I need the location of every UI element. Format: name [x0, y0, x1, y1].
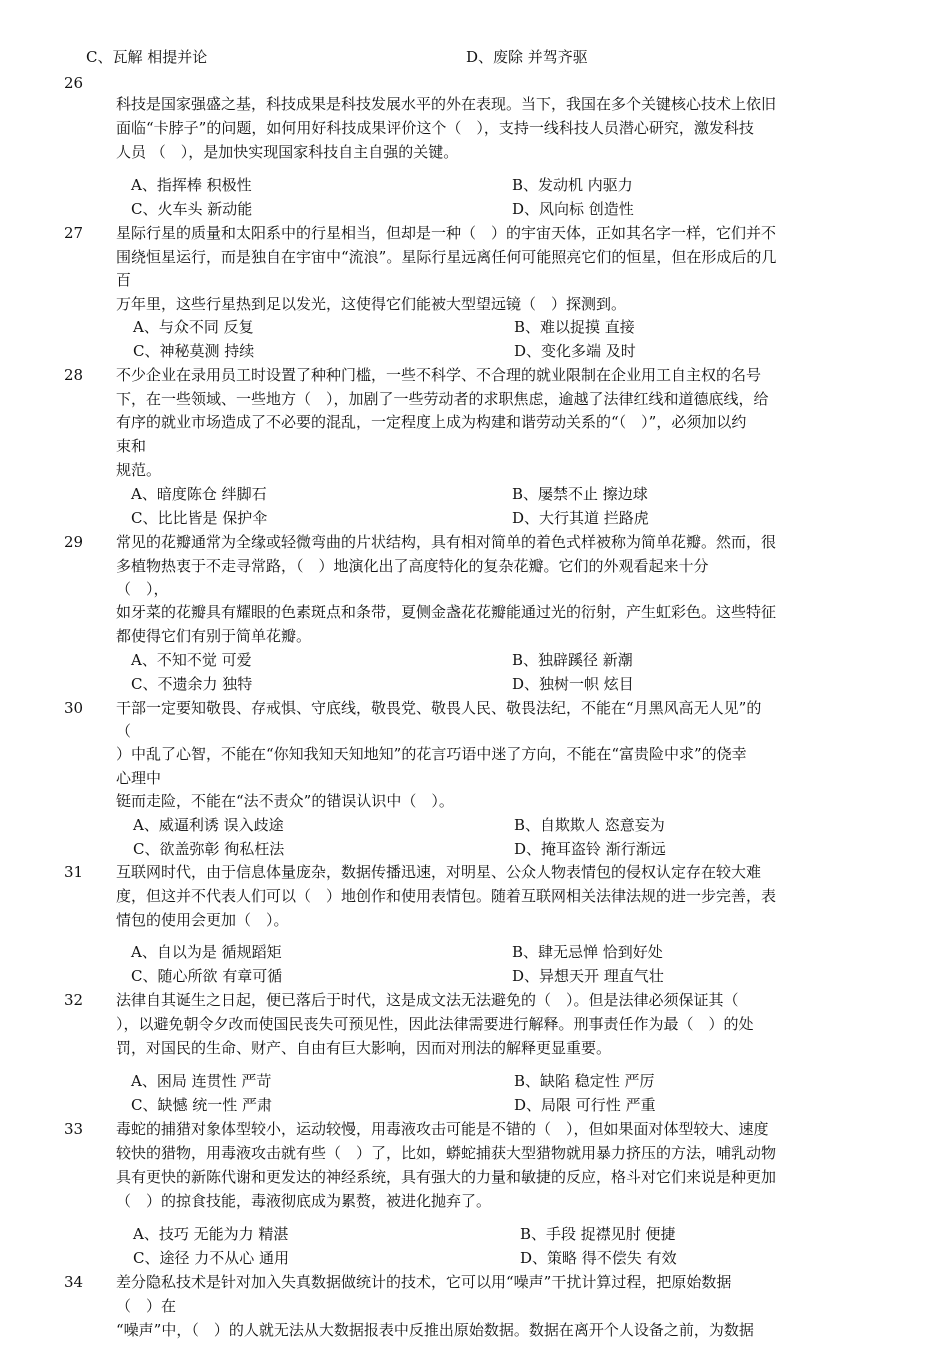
q30-number: 30	[64, 699, 84, 717]
q30-option-c: C、欲盖弥彰 徇私枉法	[133, 840, 285, 858]
q26-option-d: D、风向标 创造性	[512, 200, 634, 218]
q27-line: 百	[116, 271, 132, 289]
q26-option-b: B、发动机 内驱力	[512, 176, 633, 194]
q27-line: 万年里，这些行星热到足以发光，这使得它们能被大型望远镜（ ）探测到。	[116, 295, 627, 313]
q31-option-d: D、异想天开 理直气壮	[512, 967, 664, 985]
q29-number: 29	[64, 533, 84, 551]
q29-line: 都使得它们有别于简单花瓣。	[116, 627, 312, 645]
q29-line: （ ），	[116, 580, 169, 598]
q30-line: （	[116, 722, 132, 740]
q30-line: 铤而走险，不能在“法不责众”的错误认识中（ ）。	[116, 792, 454, 810]
q34-line: 差分隐私技术是针对加入失真数据做统计的技术，它可以用“噪声”干扰计算过程，把原始数据	[116, 1273, 732, 1291]
q25-option-c: C、瓦解 相提并论	[86, 48, 208, 66]
q28-line: 下，在一些领域、一些地方（ ），加剧了一些劳动者的求职焦虑，逾越了法律红线和道德底线，给	[116, 390, 769, 408]
q28-option-b: B、屡禁不止 擦边球	[512, 485, 648, 503]
q31-option-b: B、肆无忌惮 恰到好处	[512, 943, 663, 961]
q33-line: （ ）的掠食技能，毒液彻底成为累赘，被进化抛弃了。	[116, 1192, 492, 1210]
q32-option-b: B、缺陷 稳定性 严厉	[514, 1072, 655, 1090]
q27-option-b: B、难以捉摸 直接	[514, 318, 635, 336]
q27-option-d: D、变化多端 及时	[514, 342, 636, 360]
q29-option-b: B、独辟蹊径 新潮	[512, 651, 633, 669]
q27-option-a: A、与众不同 反复	[133, 318, 254, 336]
q30-line: 心理中	[116, 769, 162, 787]
q29-option-c: C、不遗余力 独特	[131, 675, 253, 693]
q33-line: 具有更快的新陈代谢和更发达的神经系统，具有强大的力量和敏捷的反应，格斗对它们来说是种更加	[116, 1168, 777, 1186]
q26-number: 26	[64, 74, 84, 92]
q32-option-a: A、困局 连贯性 严苛	[131, 1072, 272, 1090]
q32-line: ），以避免朝令夕改而使国民丧失可预见性，因此法律需要进行解释。刑事责任作为最（ ）的处	[116, 1015, 754, 1033]
q26-line: 人员 （ ），是加快实现国家科技自主自强的关键。	[116, 143, 459, 161]
q25-option-d: D、废除 并驾齐驱	[466, 48, 588, 66]
q31-line: 互联网时代，由于信息体量庞杂，数据传播迅速，对明星、公众人物表情包的侵权认定存在较大难	[116, 863, 762, 881]
q32-number: 32	[64, 991, 84, 1009]
q34-number: 34	[64, 1273, 84, 1291]
q32-option-d: D、局限 可行性 严重	[514, 1096, 656, 1114]
q28-line: 规范。	[116, 461, 162, 479]
q28-option-a: A、暗度陈仓 绊脚石	[131, 485, 267, 503]
q29-line: 常见的花瓣通常为全缘或轻微弯曲的片状结构，具有相对简单的着色式样被称为简单花瓣。然而，很	[116, 533, 777, 551]
q26-option-a: A、指挥棒 积极性	[131, 176, 252, 194]
q31-option-a: A、自以为是 循规蹈矩	[131, 943, 282, 961]
q26-line: 面临“卡脖子”的问题，如何用好科技成果评价这个（ ），支持一线科技人员潜心研究，激发科技	[116, 119, 754, 137]
q29-line: 如牙菜的花瓣具有耀眼的色素斑点和条带，夏侧金盏花花瓣能通过光的衍射，产生虹彩色。这些特征	[116, 603, 777, 621]
q33-option-c: C、途径 力不从心 通用	[133, 1249, 290, 1267]
q34-line: “噪声”中，（ ）的人就无法从大数据报表中反推出原始数据。数据在离开个人设备之前，为数据	[116, 1321, 754, 1339]
q33-line: 毒蛇的捕猎对象体型较小，运动较慢，用毒液攻击可能是不错的（ ），但如果面对体型较大、速度	[116, 1120, 769, 1138]
q30-option-a: A、威逼利诱 误入歧途	[133, 816, 284, 834]
q28-number: 28	[64, 366, 84, 384]
q33-option-d: D、策略 得不偿失 有效	[520, 1249, 677, 1267]
q30-line: ）中乱了心智，不能在“你知我知天知地知”的花言巧语中迷了方向，不能在“富贵险中求”的侥幸	[116, 745, 747, 763]
q30-option-d: D、掩耳盗铃 渐行渐远	[514, 840, 666, 858]
q34-line: （ ）在	[116, 1297, 177, 1315]
q26-option-c: C、火车头 新动能	[131, 200, 253, 218]
q33-line: 较快的猎物，用毒液攻击就有些（ ）了，比如，蟒蛇捕获大型猎物就用暴力挤压的方法，哺乳动物	[116, 1144, 777, 1162]
q29-option-d: D、独树一帜 炫目	[512, 675, 634, 693]
q31-number: 31	[64, 863, 84, 881]
q31-line: 情包的使用会更加（ ）。	[116, 911, 289, 929]
q33-option-a: A、技巧 无能为力 精湛	[133, 1225, 289, 1243]
q32-line: 罚，对国民的生命、财产、自由有巨大影响，因而对刑法的解释更显重要。	[116, 1039, 612, 1057]
q33-option-b: B、手段 捉襟见肘 便捷	[520, 1225, 676, 1243]
q27-line: 星际行星的质量和太阳系中的行星相当，但却是一种（ ）的宇宙天体，正如其名字一样，它们并不	[116, 224, 777, 242]
q28-option-c: C、比比皆是 保护伞	[131, 509, 268, 527]
q27-number: 27	[64, 224, 84, 242]
q31-line: 度，但这并不代表人们可以（ ）地创作和使用表情包。随着互联网相关法律法规的进一步完善，表	[116, 887, 777, 905]
q28-line: 束和	[116, 437, 147, 455]
q27-line: 围绕恒星运行，而是独自在宇宙中“流浪”。星际行星远离任何可能照亮它们的恒星，但在形成后的几	[116, 248, 777, 266]
q28-option-d: D、大行其道 拦路虎	[512, 509, 649, 527]
q29-option-a: A、不知不觉 可爱	[131, 651, 252, 669]
q32-option-c: C、缺憾 统一性 严肃	[131, 1096, 273, 1114]
q28-line: 不少企业在录用员工时设置了种种门槛，一些不科学、不合理的就业限制在企业用工自主权的名号	[116, 366, 762, 384]
q33-number: 33	[64, 1120, 84, 1138]
q29-line: 多植物热衷于不走寻常路，（ ）地演化出了高度特化的复杂花瓣。它们的外观看起来十分	[116, 557, 709, 575]
q31-option-c: C、随心所欲 有章可循	[131, 967, 283, 985]
q30-option-b: B、自欺欺人 恣意妄为	[514, 816, 665, 834]
q30-line: 干部一定要知敬畏、存戒惧、守底线，敬畏党、敬畏人民、敬畏法纪，不能在“月黑风高无人见”的	[116, 699, 762, 717]
q28-line: 有序的就业市场造成了不必要的混乱，一定程度上成为构建和谐劳动关系的“（ ）”，必须加以约	[116, 413, 747, 431]
q27-option-c: C、神秘莫测 持续	[133, 342, 255, 360]
q32-line: 法律自其诞生之日起，便已落后于时代，这是成文法无法避免的（ ）。但是法律必须保证其（	[116, 991, 739, 1009]
q26-line: 科技是国家强盛之基，科技成果是科技发展水平的外在表现。当下，我国在多个关键核心技术上依旧	[116, 95, 777, 113]
